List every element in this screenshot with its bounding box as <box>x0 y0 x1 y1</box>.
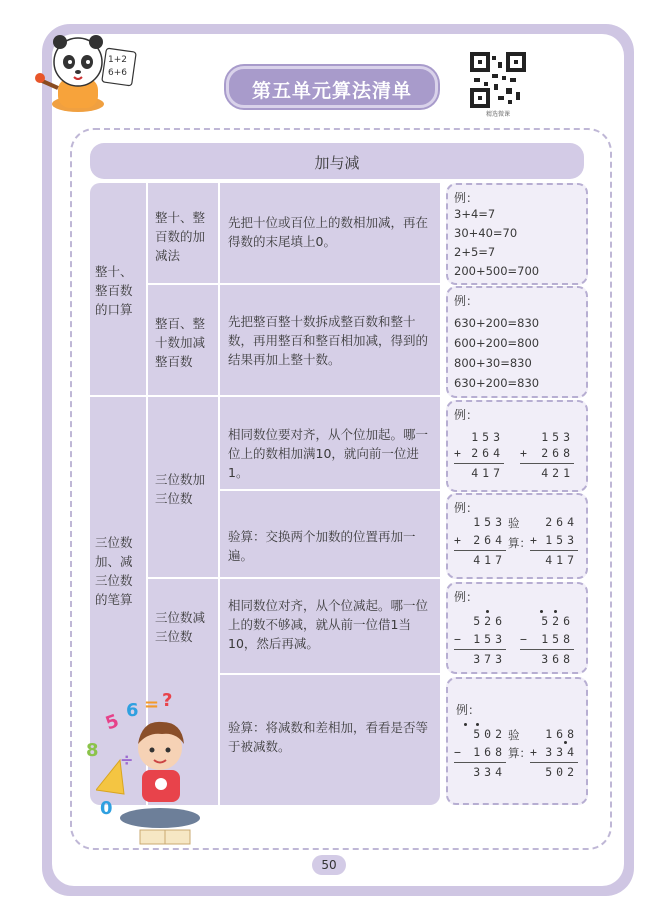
example-line: 2+5=7 <box>454 245 496 259</box>
calc-op: + <box>454 533 461 547</box>
group2-sub-check: 验算：将减数和差相加，看看是否等于被减数。 <box>228 720 429 754</box>
section-header-bar <box>90 143 584 179</box>
calc-bottom: 268 <box>541 446 574 460</box>
calc-line <box>454 649 506 650</box>
group2-add-method: 相同数位要对齐，从个位加起。哪一位上的数相加满10，就向前一位进1。 <box>228 427 429 480</box>
calc-line <box>520 463 574 464</box>
vertical-subtraction-check-1 <box>454 727 506 779</box>
calc-bottom: 153 <box>545 533 578 547</box>
calc-top: 153 <box>541 430 574 444</box>
kid-question: ? <box>162 690 173 711</box>
example-box-3 <box>446 400 588 492</box>
example-label: 例： <box>454 191 479 205</box>
example-box-1 <box>446 183 588 285</box>
calc-bottom: 264 <box>471 446 504 460</box>
vertical-addition-check-2 <box>530 515 578 567</box>
vertical-addition-2 <box>520 430 574 482</box>
example-line: 800+30=830 <box>454 356 532 370</box>
calc-bottom: 334 <box>545 745 578 759</box>
calc-bottom: 264 <box>473 533 506 547</box>
verify-word-2: 算： <box>508 536 531 550</box>
calc-line <box>520 649 574 650</box>
page-number: 50 <box>312 855 346 875</box>
calc-line <box>530 550 578 551</box>
page-title-pill <box>226 66 438 108</box>
calc-result: 373 <box>473 652 506 666</box>
calc-result: 421 <box>541 466 574 480</box>
carry-dot <box>564 741 567 744</box>
calc-result: 334 <box>473 765 506 779</box>
calc-result: 502 <box>545 765 578 779</box>
calc-op: + <box>530 533 537 547</box>
vertical-subtraction-2 <box>520 614 574 666</box>
example-label: 例： <box>456 703 481 717</box>
example-line: 3+4=7 <box>454 207 496 221</box>
example-line: 630+200=830 <box>454 376 540 390</box>
example-box-5 <box>446 582 588 674</box>
section-header: 加与减 <box>314 154 360 172</box>
calc-top: 264 <box>545 515 578 529</box>
group1-row2-sub: 整百、整十数加减整百数 <box>155 316 206 369</box>
calc-result: 417 <box>545 553 578 567</box>
kid-divide: ÷ <box>120 750 134 769</box>
calc-top: 526 <box>473 614 506 628</box>
calc-op: − <box>454 632 461 646</box>
calc-line <box>454 550 506 551</box>
borrow-dot <box>476 723 479 726</box>
calc-result: 417 <box>473 553 506 567</box>
group2-sub-sub: 三位数减三位数 <box>155 610 206 644</box>
example-label: 例： <box>454 590 479 604</box>
calc-top: 153 <box>473 515 506 529</box>
borrow-dot <box>554 610 557 613</box>
borrow-dot <box>540 610 543 613</box>
calc-op: − <box>520 632 527 646</box>
group1-row1-sub: 整十、整百数的加减法 <box>155 210 206 263</box>
example-label: 例： <box>454 294 479 308</box>
group2-label: 三位数加、减三位数的笔算 <box>95 535 133 607</box>
example-label: 例： <box>454 408 479 422</box>
calc-bottom: 158 <box>541 632 574 646</box>
example-line: 630+200=830 <box>454 316 540 330</box>
calc-op: − <box>454 745 461 759</box>
group2-add-sub: 三位数加三位数 <box>155 472 206 506</box>
kid-number-8: 8 <box>86 740 99 761</box>
borrow-dot <box>464 723 467 726</box>
vertical-addition-1 <box>454 430 504 482</box>
qr-caption: 精选微课 <box>485 111 510 118</box>
calc-line <box>454 762 506 763</box>
example-label: 例： <box>454 501 479 515</box>
vertical-addition-check-1 <box>454 515 506 567</box>
calc-op: + <box>520 446 527 460</box>
borrow-dot <box>486 610 489 613</box>
kid-number-6: 6 <box>126 700 139 721</box>
example-box-6 <box>446 677 588 805</box>
group1-row1-method: 先把十位或百位上的数相加减，再在得数的末尾填上0。 <box>228 215 429 249</box>
group1-label: 整十、整百数的口算 <box>95 264 133 317</box>
verify-word-1: 验 <box>508 516 520 530</box>
calc-result: 368 <box>541 652 574 666</box>
kid-number-5: 5 <box>102 710 122 735</box>
group1-row2-method: 先把整百整十数拆成整百数和整十数，再用整百和整百相加减，得到的结果再加上整十数。 <box>228 314 429 367</box>
page-title: 第五单元算法清单 <box>251 80 412 102</box>
group2-add-check: 验算：交换两个加数的位置再加一遍。 <box>228 529 416 563</box>
vertical-subtraction-1 <box>454 614 506 666</box>
calc-line <box>530 762 578 763</box>
verify-word-1: 验 <box>508 728 520 742</box>
panda-card-top: 1+2 <box>108 55 127 65</box>
group2-sub-method: 相同数位对齐，从个位减起。哪一位上的数不够减，就从前一位借1当10，然后再减。 <box>228 598 429 651</box>
panda-mascot-illustration <box>30 20 150 120</box>
calc-result: 417 <box>471 466 504 480</box>
kid-number-0: 0 <box>100 798 113 819</box>
kid-equals: = <box>144 694 160 715</box>
example-box-4 <box>446 493 588 579</box>
calc-top: 153 <box>471 430 504 444</box>
calc-bottom: 168 <box>473 745 506 759</box>
panda-card-bottom: 6+6 <box>108 68 127 78</box>
calc-op: + <box>454 446 461 460</box>
verify-word-2: 算： <box>508 746 531 760</box>
calc-top: 168 <box>545 727 578 741</box>
vertical-subtraction-check-2 <box>530 727 578 779</box>
calc-line <box>454 463 504 464</box>
calc-op: + <box>530 745 537 759</box>
calc-bottom: 153 <box>473 632 506 646</box>
example-box-2 <box>446 286 588 398</box>
example-line: 600+200=800 <box>454 336 540 350</box>
example-line: 200+500=700 <box>454 264 540 278</box>
example-line: 30+40=70 <box>454 226 518 240</box>
calc-top: 526 <box>541 614 574 628</box>
qr-code-icon[interactable] <box>470 52 526 108</box>
calc-top: 502 <box>473 727 506 741</box>
